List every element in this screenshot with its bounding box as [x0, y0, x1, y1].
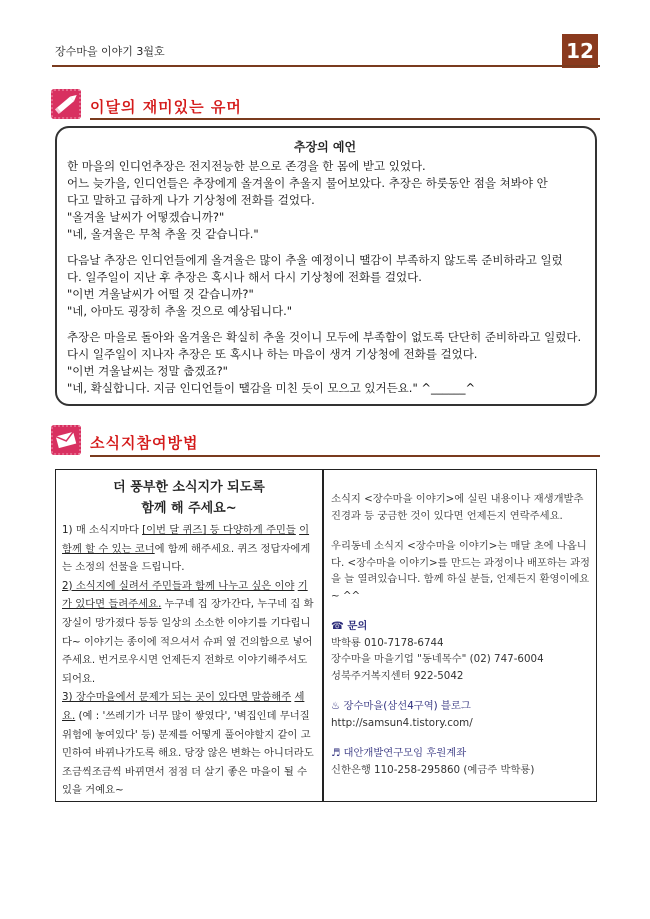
story-line: "네, 확실합니다. 지금 인디언들이 땔감을 미친 듯이 모으고 있거든요." ^______^ — [67, 381, 476, 395]
contact-intro: 소식지 <장수마을 이야기>에 실린 내용이나 재생개발추진경과 등 궁금한 것이 있다면 언제든지 연락주세요. — [331, 493, 584, 522]
humor-section-title: 이달의 재미있는 유머 — [90, 98, 242, 116]
contact-line: 장수마을 마을기업 "동네목수" (02) 747-6004 — [331, 653, 544, 665]
instruction-item-3: 3) 장수마을에서 문제가 되는 곳이 있다면 말씀해주 세요. (예 : '쓰레기가 너무 많이 쌓였다', '벽집인데 무너질 위험에 놓여있다' 등) 문제를 어떻게 풀어야할지 같이 고민하여 바뀌나가도록 해요. 당장 않은 변화는 아니더라도 조금씩조금씩 바뀌면서 점점 더 살기 좋은 마을이 될 수 있을 거예요~ — [62, 691, 314, 797]
blog-url-link[interactable]: http://samsun4.tistory.com/ — [331, 716, 473, 729]
story-line: 추장은 마을로 돌아와 올겨울은 확실히 추울 것이니 모두에 부족함이 없도록 단단히 준비하라고 일렀다. — [67, 330, 582, 344]
envelope-icon — [50, 424, 82, 456]
header-divider — [52, 65, 600, 67]
donation-label: ♬ 대안개발연구모임 후원계좌 — [331, 747, 467, 759]
humor-story-text — [67, 158, 592, 397]
instruction-item-1: 1) 매 소식지마다 [이번 달 퀴즈] 등 다양하게 주민들 이 함께 할 수 있는 코너에 함께 해주세요. 퀴즈 정답자에게는 소정의 선물을 드립니다. — [62, 524, 311, 574]
humor-section-divider — [90, 118, 600, 120]
story-line: 다. 일주일이 지난 후 추장은 혹시나 해서 다시 기상청에 전화를 걸었다. — [67, 270, 422, 284]
story-line: "올겨울 날씨가 어떻겠습니까?" — [67, 210, 225, 224]
participation-box-subtitle: 함께 해 주세요~ — [141, 501, 237, 516]
story-line: 다고 말하고 급하게 나가 기상청에 전화를 걸었다. — [67, 193, 315, 207]
page-number: 12 — [562, 34, 598, 68]
story-line: 한 마을의 인디언추장은 전지전능한 분으로 존경을 한 몸에 받고 있었다. — [67, 159, 426, 173]
contact-line: 박학룡 010-7178-6744 — [331, 636, 444, 649]
story-line: 어느 늦가을, 인디언들은 추장에게 올겨울이 추울지 물어보았다. 추장은 하룻동안 점을 쳐봐야 안 — [67, 176, 548, 190]
story-line: 다음날 추장은 인디언들에게 올겨울은 많이 추울 예정이니 땔감이 부족하지 않도록 준비하라고 일렀 — [67, 253, 563, 267]
contact-line: 성북주거복지센터 922-5042 — [331, 669, 464, 682]
newsletter-info: 우리동네 소식지 <장수마을 이야기>는 매달 초에 나옵니다. <장수마을 이야기>를 만드는 과정이나 배포하는 과정을 늘 열려있습니다. 함께 하실 분들, 언제든지 환영이에요~ ^^ — [331, 540, 590, 602]
blog-label: ♨ 장수마을(삼선4구역) 블로그 — [331, 700, 471, 712]
participation-box-title: 더 풍부한 소식지가 되도록 — [113, 480, 265, 495]
story-line: "이번 겨울날씨는 정말 춥겠죠?" — [67, 364, 228, 378]
participation-instructions — [62, 521, 317, 800]
story-line: "네, 아마도 굉장히 추울 것으로 예상됩니다." — [67, 304, 293, 318]
humor-story-title: 추장의 예언 — [293, 140, 357, 154]
running-header-title: 장수마을 이야기 3월호 — [55, 45, 165, 58]
story-line: "이번 겨울날씨가 어떨 것 같습니까?" — [67, 287, 254, 301]
participation-section-divider — [90, 455, 600, 457]
participation-section-title: 소식지참여방법 — [90, 434, 199, 452]
story-line: 다시 일주일이 지나자 추장은 또 혹시나 하는 마음이 생겨 기상청에 전화를 걸었다. — [67, 347, 478, 361]
pencil-icon — [50, 88, 82, 120]
donation-account: 신한은행 110-258-295860 (예금주 박학룡) — [331, 763, 535, 776]
story-line: "네, 올겨울은 무척 추울 것 같습니다." — [67, 227, 259, 241]
instruction-item-2: 2) 소식지에 실려서 주민들과 함께 나누고 싶은 이야 기가 있다면 들려주세요. 누구네 집 장가간다, 누구네 집 화장실이 망가졌다 등등 일상의 소소한 이야기를 기다립니다~ 이야기는 종이에 적으셔서 슈퍼 옆 건의함으로 넣어주세요. 번거로우시면 언제든지 전화로 이야기해주셔도 되어요. — [62, 579, 314, 685]
participation-contact-info — [331, 491, 593, 778]
contact-label: ☎ 문의 — [331, 620, 368, 632]
